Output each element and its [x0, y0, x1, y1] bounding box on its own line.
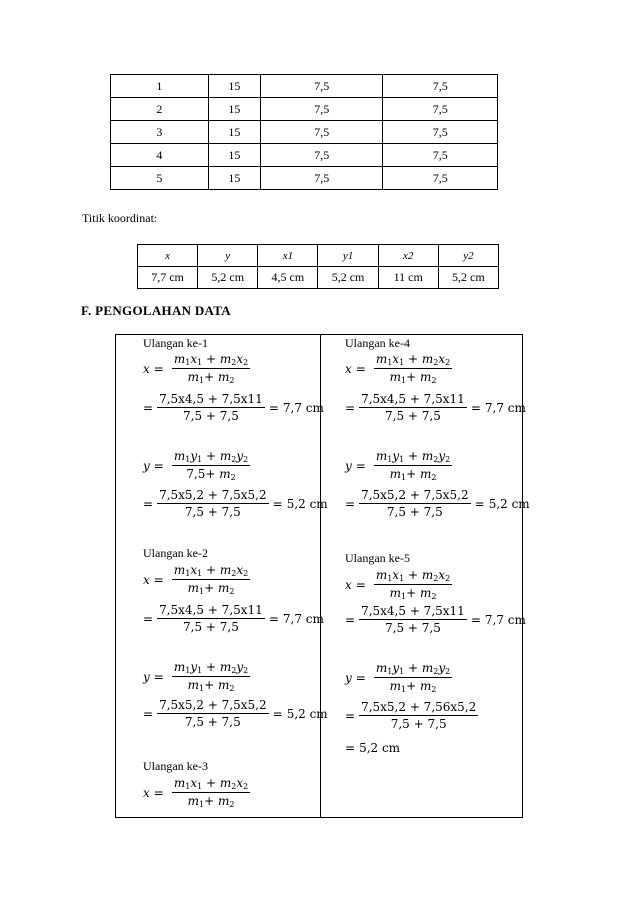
result: 5,2 cm	[488, 496, 530, 511]
y-calculation	[345, 700, 482, 731]
denominator: 7,5 + 7,5	[386, 505, 443, 519]
numerator: 7,5x5,2 + 7,5x5,2	[361, 488, 469, 502]
y-calculation	[143, 698, 332, 729]
equals-sign: =	[272, 706, 283, 721]
fraction: $\frac{m_1y_1 + m_2y_2}{m_1+ m_2}$	[173, 660, 249, 693]
x-formula	[143, 352, 254, 385]
equals-sign: =	[143, 706, 154, 721]
equals-sign: =	[268, 400, 279, 415]
result: 5,2 cm	[286, 496, 328, 511]
denominator: 7,5 + 7,5	[385, 621, 441, 635]
equals-sign: =	[470, 400, 481, 415]
table-cell: 3	[111, 121, 209, 144]
header-cell: x1	[258, 245, 318, 267]
fraction: $\frac{m_1x_1 + m_2x_2}{m_1+ m_2}$	[173, 776, 249, 809]
result: 5,2 cm	[359, 741, 401, 755]
x-symbol: x	[143, 785, 150, 800]
fraction: $\frac{m_1x_1 + m_2x_2}{m_1+ m_2}$	[375, 352, 451, 385]
table-cell: 7,5	[261, 98, 383, 121]
fraction	[359, 392, 467, 423]
y-formula	[143, 449, 254, 482]
equals-sign: =	[345, 612, 356, 627]
equals-sign: =	[345, 741, 356, 755]
table-cell: 7,5	[261, 75, 383, 98]
x-calculation	[345, 604, 530, 635]
result: 7,7 cm	[484, 400, 526, 415]
fraction: $\frac{m_1y_1 + m_2y_2}{m_1+ m_2}$	[375, 449, 451, 482]
table-cell: 15	[208, 75, 260, 98]
fraction	[157, 603, 265, 634]
trial-table	[110, 74, 498, 190]
denominator: 7,5 + 7,5	[184, 715, 241, 729]
equals-sign: =	[345, 708, 356, 723]
y-symbol: y	[345, 670, 352, 685]
fraction: $\frac{m_1x_1 + m_2x_2}{m_1+ m_2}$	[375, 568, 451, 601]
equals-sign: =	[345, 400, 356, 415]
denominator: 7,5 + 7,5	[183, 409, 239, 423]
fraction: $\frac{m_1x_1 + m_2x_2}{m_1+ m_2}$	[173, 563, 249, 596]
numerator: 7,5x4,5 + 7,5x11	[361, 392, 465, 406]
numerator: 7,5x4,5 + 7,5x11	[361, 604, 465, 618]
equals-sign: =	[143, 400, 154, 415]
x-formula	[345, 352, 456, 385]
table-cell: 15	[208, 167, 260, 190]
denominator: 7,5 + 7,5	[184, 505, 241, 519]
header-cell: y	[198, 245, 258, 267]
y-symbol: y	[345, 458, 352, 473]
equals-sign: =	[355, 670, 366, 685]
trial-1-heading: Ulangan ke-1	[143, 336, 208, 350]
fraction	[359, 488, 471, 519]
y-formula	[143, 660, 254, 693]
equals-sign: =	[143, 611, 154, 626]
table-cell: 5,2 cm	[198, 267, 258, 289]
result: 7,7 cm	[484, 612, 526, 627]
table-cell: 7,5	[261, 167, 383, 190]
equals-sign: =	[153, 785, 164, 800]
fraction	[157, 392, 265, 423]
numerator: 7,5x4,5 + 7,5x11	[159, 392, 263, 406]
table-cell: 7,5	[261, 144, 383, 167]
x-formula	[143, 776, 254, 809]
equals-sign: =	[153, 572, 164, 587]
y-symbol: y	[143, 458, 150, 473]
header-cell: y1	[318, 245, 378, 267]
table-row	[111, 144, 498, 167]
table-cell: 7,7 cm	[138, 267, 198, 289]
numerator: 7,5x4,5 + 7,5x11	[159, 603, 263, 617]
table-cell: 4	[111, 144, 209, 167]
fraction: $\frac{m_1y_1 + m_2y_2}{m_1+ m_2}$	[375, 661, 451, 694]
table-row	[111, 75, 498, 98]
table-cell: 7,5	[383, 144, 498, 167]
fraction	[157, 698, 269, 729]
y-result-line	[345, 741, 404, 755]
fraction: $\frac{m_1y_1 + m_2y_2}{7,5+ m_2}$	[173, 449, 249, 482]
fraction	[359, 700, 478, 731]
table-cell: 11 cm	[378, 267, 438, 289]
table-row	[111, 167, 498, 190]
numerator: 7,5x5,2 + 7,56x5,2	[361, 700, 477, 714]
table-row	[138, 267, 499, 289]
result: 7,7 cm	[282, 400, 324, 415]
equals-sign: =	[153, 458, 164, 473]
equals-sign: =	[355, 458, 366, 473]
table-cell: 7,5	[383, 98, 498, 121]
x-symbol: x	[143, 572, 150, 587]
fraction	[157, 488, 269, 519]
table-cell: 5,2 cm	[318, 267, 378, 289]
equals-sign: =	[143, 496, 154, 511]
coordinate-table	[137, 244, 499, 289]
table-cell: 15	[208, 98, 260, 121]
equals-sign: =	[355, 361, 366, 376]
trial-3-heading: Ulangan ke-3	[143, 759, 208, 773]
table-cell: 5	[111, 167, 209, 190]
table-cell: 1	[111, 75, 209, 98]
equals-sign: =	[474, 496, 485, 511]
x-calculation	[345, 392, 530, 423]
y-calculation	[143, 488, 332, 519]
denominator: 7,5 + 7,5	[385, 409, 441, 423]
denominator: 7,5 + 7,5	[390, 717, 447, 731]
x-symbol: x	[143, 361, 150, 376]
table-cell: 7,5	[383, 167, 498, 190]
fraction	[359, 604, 467, 635]
trial-2-heading: Ulangan ke-2	[143, 546, 208, 560]
y-symbol: y	[143, 669, 150, 684]
table-cell: 2	[111, 98, 209, 121]
header-cell: x2	[378, 245, 438, 267]
y-formula	[345, 661, 456, 694]
table-cell: 15	[208, 121, 260, 144]
x-calculation	[143, 603, 328, 634]
table-row	[111, 121, 498, 144]
trial-5-heading: Ulangan ke-5	[345, 551, 410, 565]
equals-sign: =	[153, 669, 164, 684]
table-cell: 4,5 cm	[258, 267, 318, 289]
equals-sign: =	[153, 361, 164, 376]
x-formula	[345, 568, 456, 601]
y-calculation	[345, 488, 534, 519]
equals-sign: =	[355, 577, 366, 592]
y-formula	[345, 449, 456, 482]
section-title: F. PENGOLAHAN DATA	[81, 303, 231, 318]
x-symbol: x	[345, 577, 352, 592]
result: 5,2 cm	[286, 706, 328, 721]
header-cell: x	[138, 245, 198, 267]
table-cell: 7,5	[383, 75, 498, 98]
result: 7,7 cm	[282, 611, 324, 626]
table-cell: 15	[208, 144, 260, 167]
table-cell: 7,5	[383, 121, 498, 144]
table-header-row	[138, 245, 499, 267]
x-calculation	[143, 392, 328, 423]
x-symbol: x	[345, 361, 352, 376]
header-cell: y2	[438, 245, 498, 267]
table-cell: 7,5	[261, 121, 383, 144]
numerator: 7,5x5,2 + 7,5x5,2	[159, 488, 267, 502]
x-formula	[143, 563, 254, 596]
equals-sign: =	[470, 612, 481, 627]
numerator: 7,5x5,2 + 7,5x5,2	[159, 698, 267, 712]
fraction: $\frac{m_1x_1 + m_2x_2}{m_1+ m_2}$	[173, 352, 249, 385]
equals-sign: =	[272, 496, 283, 511]
titik-koordinat-label: Titik koordinat:	[82, 211, 158, 225]
table-row	[111, 98, 498, 121]
equals-sign: =	[268, 611, 279, 626]
table-cell: 5,2 cm	[438, 267, 498, 289]
trial-4-heading: Ulangan ke-4	[345, 336, 410, 350]
equals-sign: =	[345, 496, 356, 511]
denominator: 7,5 + 7,5	[183, 620, 239, 634]
